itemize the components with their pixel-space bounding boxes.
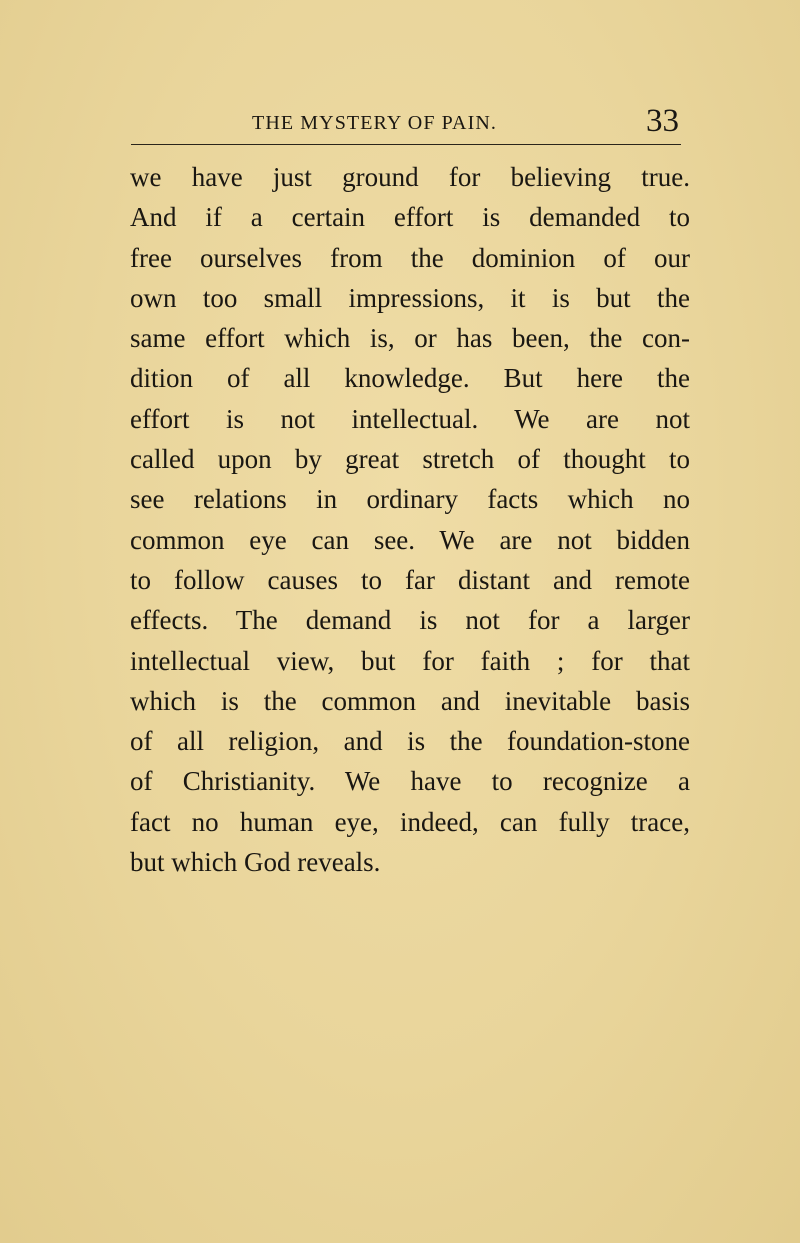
text-line: own too small impressions, it is but the [130,282,690,313]
text-line: effects. The demand is not for a larger [130,605,690,636]
text-line: of Christianity. We have to recognize a [130,766,690,797]
text-line: see relations in ordinary facts which no [130,484,690,515]
text-line: but which God reveals. [130,847,381,878]
text-line: called upon by great stretch of thought to [130,444,690,475]
running-title: THE MYSTERY OF PAIN. [252,112,497,134]
page-number: 33 [646,103,679,139]
text-line: free ourselves from the dominion of our [130,242,690,273]
text-line: to follow causes to far distant and remote [130,564,690,595]
running-header [131,100,681,145]
body-text [130,157,690,882]
text-line: effort is not intellectual. We are not [130,403,690,434]
text-line: intellectual view, but for faith ; for that [130,645,690,676]
text-line: we have just ground for believing true. [130,162,690,192]
text-line: common eye can see. We are not bidden [130,524,690,555]
text-line: of all religion, and is the foundation-stone [130,726,690,757]
text-line: which is the common and inevitable basis [130,685,690,716]
text-line: fact no human eye, indeed, can fully trace, [130,806,690,837]
text-line: dition of all knowledge. But here the [130,363,690,394]
text-line: same effort which is, or has been, the con- [130,323,690,354]
text-line: And if a certain effort is demanded to [130,202,690,233]
